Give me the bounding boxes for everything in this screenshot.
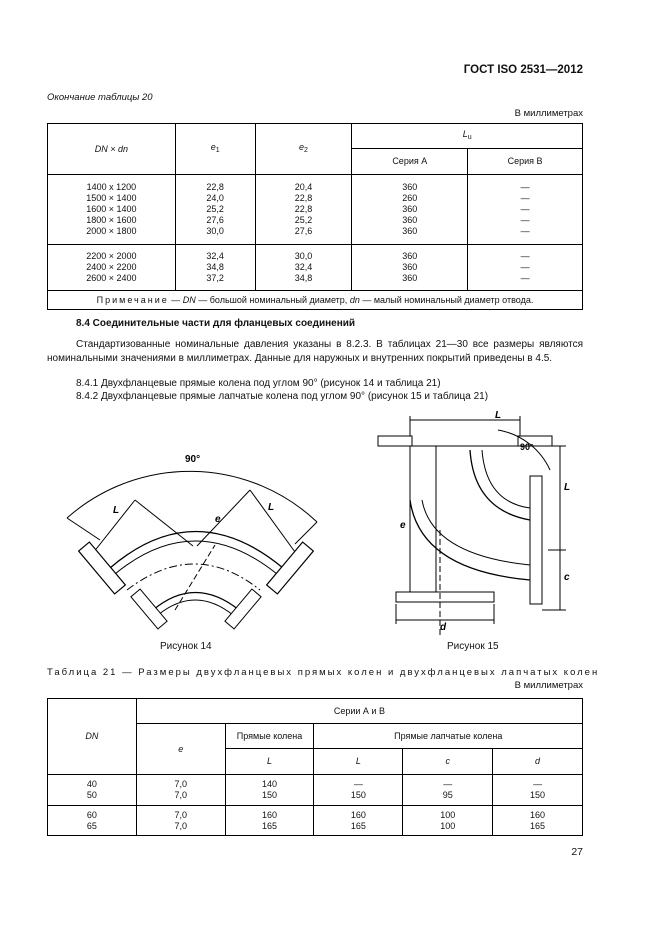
t21-g1-dn: 40 50 xyxy=(48,775,137,806)
fig15-angle-label: 90° xyxy=(520,442,534,452)
table21-caption: Таблица 21 — Размеры двухфланцевых прямых колен и двухфланцевых лапчатых колен xyxy=(47,667,600,678)
th-series-b: Серия В xyxy=(468,149,583,175)
table21-unit: В миллиметрах xyxy=(514,680,583,691)
standard-number: ГОСТ ISO 2531—2012 xyxy=(463,64,583,76)
t20-g2-e2: 30,0 32,4 34,8 xyxy=(255,245,352,291)
t21-g2-d: 160 165 xyxy=(493,806,583,836)
t21-g1-e: 7,0 7,0 xyxy=(136,775,225,806)
section-item-841: 8.4.1 Двухфланцевые прямые колена под углом 90° (рисунок 14 и таблица 21) xyxy=(76,378,441,389)
t20-g1-a: 360 260 360 360 360 xyxy=(352,175,468,245)
t20-g1-dn: 1400 x 1200 1500 × 1400 1600 × 1400 1800 × 1600 2000 × 1800 xyxy=(48,175,176,245)
section-item-842: 8.4.2 Двухфланцевые прямые лапчатые колена под углом 90° (рисунок 15 и таблица 21) xyxy=(76,391,489,402)
t21-th-series: Серии А и В xyxy=(136,699,582,724)
t21-th-L: L xyxy=(225,749,314,775)
t21-g2-L2: 160 165 xyxy=(314,806,403,836)
t21-g2-e: 7,0 7,0 xyxy=(136,806,225,836)
t21-g2-c: 100 100 xyxy=(403,806,493,836)
t21-g2-dn: 60 65 xyxy=(48,806,137,836)
fig14-angle-label: 90° xyxy=(185,454,201,465)
fig15-L-top: L xyxy=(495,410,502,421)
t21-th-c: c xyxy=(403,749,493,775)
t20-g1-e2: 20,4 22,8 22,8 25,2 27,6 xyxy=(255,175,352,245)
table20-note: Примечание — DN — большой номинальный диаметр, dn — малый номинальный диаметр отвода. xyxy=(48,291,583,310)
t20-g1-b: — — — — — xyxy=(468,175,583,245)
th-e2: $e_2$ xyxy=(255,124,352,175)
fig15-e-label: e xyxy=(400,520,406,531)
th-lu: $L_u$ xyxy=(352,124,583,149)
t21-th-L2: L xyxy=(314,749,403,775)
section-heading: 8.4 Соединительные части для фланцевых соединений xyxy=(76,318,356,329)
table-20 xyxy=(47,123,583,310)
page-number: 27 xyxy=(571,846,583,858)
figure-15-drawing xyxy=(370,410,585,635)
t20-g2-dn: 2200 × 2000 2400 × 2200 2600 × 2400 xyxy=(48,245,176,291)
table-21 xyxy=(47,698,583,836)
fig15-c-label: c xyxy=(564,572,570,583)
t21-th-straight: Прямые колена xyxy=(225,724,314,749)
figure-14-caption: Рисунок 14 xyxy=(160,641,212,652)
fig15-L-right: L xyxy=(564,482,571,493)
fig14-angle-arc xyxy=(67,471,317,522)
table20-unit: В миллиметрах xyxy=(514,108,583,119)
section-paragraph: Стандартизованные номинальные давления указаны в 8.2.3. В таблицах 21—30 все размеры являются номинальными значениями в миллиметрах. Данные для наружных и внутренних покрытий приведены в 4.5. xyxy=(47,339,583,364)
fig14-L-left: L xyxy=(113,505,120,516)
t20-g2-e1: 32,4 34,8 37,2 xyxy=(175,245,255,291)
t21-g2-L: 160 165 xyxy=(225,806,314,836)
t21-th-e: e xyxy=(136,724,225,775)
fig15-d-label: d xyxy=(440,622,447,633)
t21-th-duck: Прямые лапчатые колена xyxy=(314,724,583,749)
figure-15-caption: Рисунок 15 xyxy=(447,641,499,652)
fig14-L-right: L xyxy=(268,502,275,513)
th-e1: $e_1$ xyxy=(175,124,255,175)
table20-caption: Окончание таблицы 20 xyxy=(47,92,153,103)
t21-g1-L: 140 150 xyxy=(225,775,314,806)
t21-g1-c: — 95 xyxy=(403,775,493,806)
t21-th-d: d xyxy=(493,749,583,775)
t21-g1-L2: — 150 xyxy=(314,775,403,806)
t21-g1-d: — 150 xyxy=(493,775,583,806)
t20-g2-b: — — — xyxy=(468,245,583,291)
figure-14-drawing xyxy=(55,440,335,640)
th-series-a: Серия А xyxy=(352,149,468,175)
t20-g1-e1: 22,8 24,0 25,2 27,6 30,0 xyxy=(175,175,255,245)
t20-g2-a: 360 360 360 xyxy=(352,245,468,291)
th-dn: DN × dn xyxy=(48,124,176,175)
fig14-e-label: e xyxy=(215,514,221,525)
t21-th-dn: DN xyxy=(48,699,137,775)
